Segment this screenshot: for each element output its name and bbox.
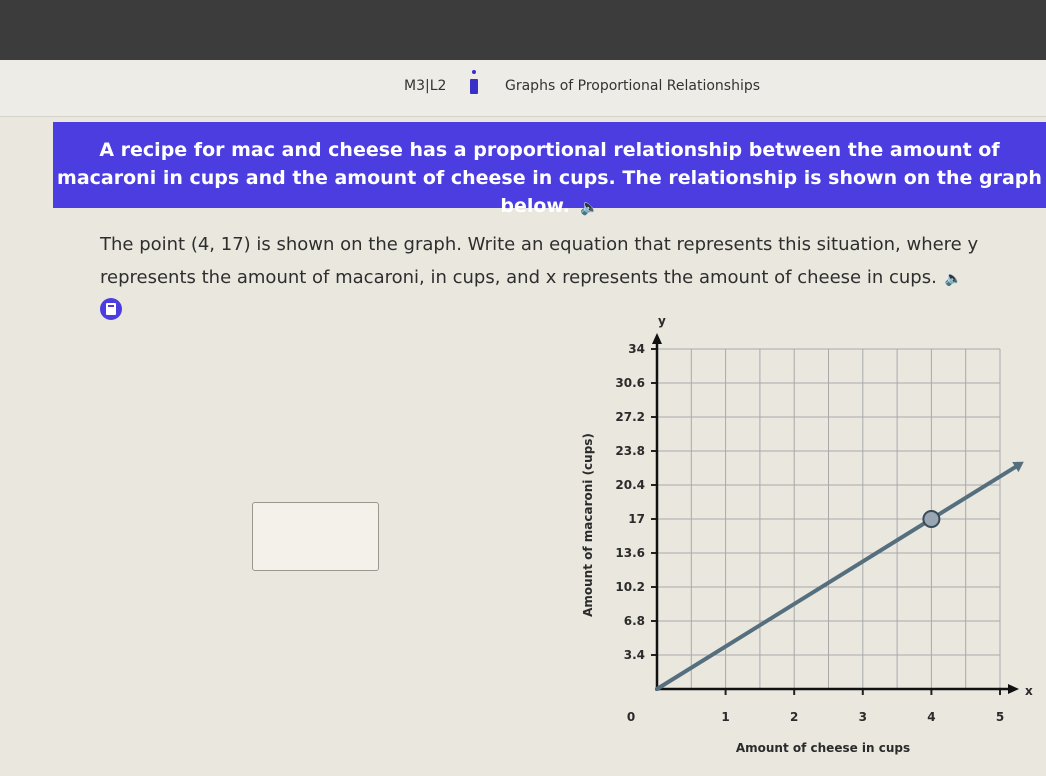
progress-marker-icon[interactable] — [468, 70, 480, 96]
calculator-icon[interactable] — [100, 298, 122, 320]
question-text: The point (4, 17) is shown on the graph. Write an equation that represents this situation, where y represents the amount of macaroni, in cups, and x represents the amount of cheese in cups. — [100, 234, 979, 288]
proportional-line — [657, 467, 1015, 689]
y-tick-label: 20.4 — [615, 478, 645, 492]
y-tick-label: 6.8 — [623, 614, 645, 628]
lesson-header — [0, 60, 1046, 117]
graph-grid — [657, 349, 1000, 689]
graph-axes — [651, 333, 1019, 695]
progress-dot — [472, 70, 476, 74]
calculator-screen — [108, 305, 114, 307]
y-axis-arrow — [652, 333, 662, 344]
x-tick-label: 5 — [995, 710, 1005, 724]
highlighted-point — [923, 511, 939, 527]
answer-input-box[interactable] — [252, 502, 379, 571]
y-tick-label: 23.8 — [615, 444, 645, 458]
x-axis-arrow — [1008, 684, 1019, 694]
x-tick-label: 4 — [927, 710, 936, 724]
x-tick-label: 2 — [790, 710, 799, 724]
y-tick-label: 10.2 — [615, 580, 645, 594]
lesson-code: M3|L2 — [404, 78, 447, 94]
lesson-title: Graphs of Proportional Relationships — [505, 78, 761, 94]
y-tick-labels — [615, 342, 645, 662]
y-tick-label: 27.2 — [615, 410, 645, 424]
proportional-graph — [560, 300, 1046, 760]
speaker-icon[interactable]: 🔈 — [944, 271, 963, 287]
y-tick-label: 34 — [628, 342, 645, 356]
y-tick-label: 30.6 — [615, 376, 645, 390]
y-tick-label: 3.4 — [623, 648, 645, 662]
progress-bar — [470, 79, 478, 94]
x-axis-title: Amount of cheese in cups — [735, 741, 911, 755]
browser-top-bar — [0, 0, 1046, 60]
x-tick-labels — [627, 710, 1004, 724]
y-axis-letter: y — [658, 314, 666, 328]
y-tick-label: 17 — [628, 512, 645, 526]
x-tick-label: 1 — [721, 710, 730, 724]
y-axis-title: Amount of macaroni (cups) — [581, 433, 595, 617]
question-prompt — [100, 228, 1035, 296]
y-tick-label: 13.6 — [615, 546, 645, 560]
x-axis-letter: x — [1025, 684, 1033, 698]
speaker-icon[interactable]: 🔈 — [579, 198, 599, 216]
x-tick-label: 0 — [626, 710, 636, 724]
problem-banner — [53, 122, 1046, 217]
x-tick-label: 3 — [858, 710, 867, 724]
banner-text: A recipe for mac and cheese has a proportional relationship between the amount of macaroni in cups and the amount of cheese in cups. The relationship is shown on the graph below. — [57, 139, 1042, 217]
